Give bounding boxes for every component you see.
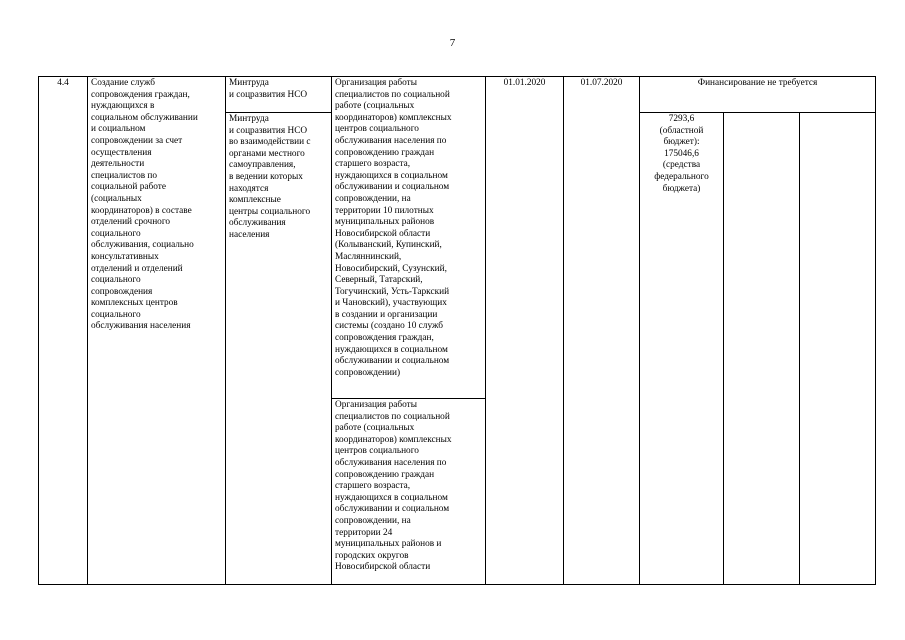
responsible-cell-1: Минтруда и соцразвития НСО — [226, 77, 332, 113]
row-number-cell: 4.4 — [39, 77, 88, 585]
financing-amount-cell: 7293,6 (областной бюджет): 175046,6 (средства федерального бюджета) — [640, 113, 724, 585]
page-number: 7 — [449, 37, 456, 49]
result-cell-2: Организация работы специалистов по социальной работе (социальных координаторов) комплексных центров социального обслуживания населения по сопровождению граждан старшего возраста, нуждающихся в социальном обслуживании и социальном сопровождении, на территории 24 муниципальных районов и городских округов Новосибирской области — [332, 399, 486, 585]
financing-note-cell: Финансирование не требуется — [640, 77, 876, 113]
plan-table — [38, 76, 876, 585]
end-date-cell: 01.07.2020 — [564, 77, 640, 585]
result-cell-1: Организация работы специалистов по социальной работе (социальных координаторов) комплексных центров социального обслуживания населения по сопровождению граждан старшего возраста, нуждающихся в социальном обслуживании и социальном сопровождении, на территории 10 пилотных муниципальных районов Новосибирской области (Колыванский, Купинский, Масляннинский, Новосибирский, Сузунский, Северный, Татарский, Тогучинский, Усть-Таркский и Чановский), участвующих в создании и организации системы (создано 10 служб сопровождения граждан, нуждающихся в социальном обслуживании и социальном сопровождении) — [332, 77, 486, 399]
start-date-cell: 01.01.2020 — [486, 77, 564, 585]
activity-cell: Создание служб сопровождения граждан, нуждающихся в социальном обслуживании и социальном сопровождении за счет осуществления деятельности специалистов по социальной работе (социальных координаторов) в составе отделений срочного социального обслуживания, социально консультативных отделений и отделений социального сопровождения комплексных центров социального обслуживания населения — [88, 77, 226, 585]
responsible-cell-2: Минтруда и соцразвития НСО во взаимодействии с органами местного самоуправления, в ведении которых находятся комплексные центры социального обслуживания населения — [226, 113, 332, 585]
financing-empty-cell-2 — [800, 113, 876, 585]
financing-empty-cell-1 — [724, 113, 800, 585]
